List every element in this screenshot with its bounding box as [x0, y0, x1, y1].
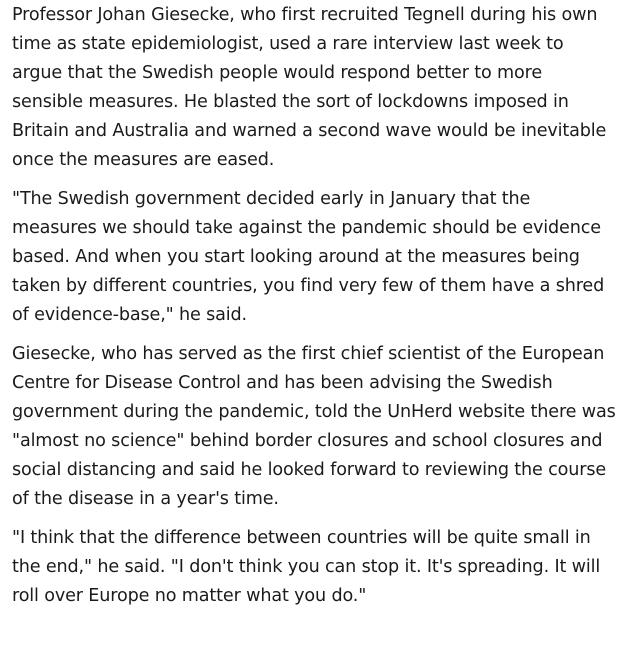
article-paragraph-3: Giesecke, who has served as the first chief scientist of the European Centre for Disease Control and has been advising the Swedish government during the pandemic, told the UnHerd website there was "almost no science" behind border closures and school closures and social distancing and said he looked forward to reviewing the course of the disease in a year's time.: [12, 344, 616, 509]
article-paragraph-1: Professor Johan Giesecke, who first recruited Tegnell during his own time as state epidemiologist, used a rare interview last week to argue that the Swedish people would respond better to more sensible measures. He blasted the sort of lockdowns imposed in Britain and Australia and warned a second wave would be inevitable once the measures are eased.: [12, 5, 607, 170]
article-paragraph-2: "The Swedish government decided early in January that the measures we should take against the pandemic should be evidence based. And when you start looking around at the measures being taken by different countries, you find very few of them have a shred of evidence-base," he said.: [12, 189, 605, 325]
article-body: [0, 1, 625, 611]
article-paragraph-4: "I think that the difference between countries will be quite small in the end," he said. "I don't think you can stop it. It's spreading. It will roll over Europe no matter what you do.": [12, 528, 601, 606]
